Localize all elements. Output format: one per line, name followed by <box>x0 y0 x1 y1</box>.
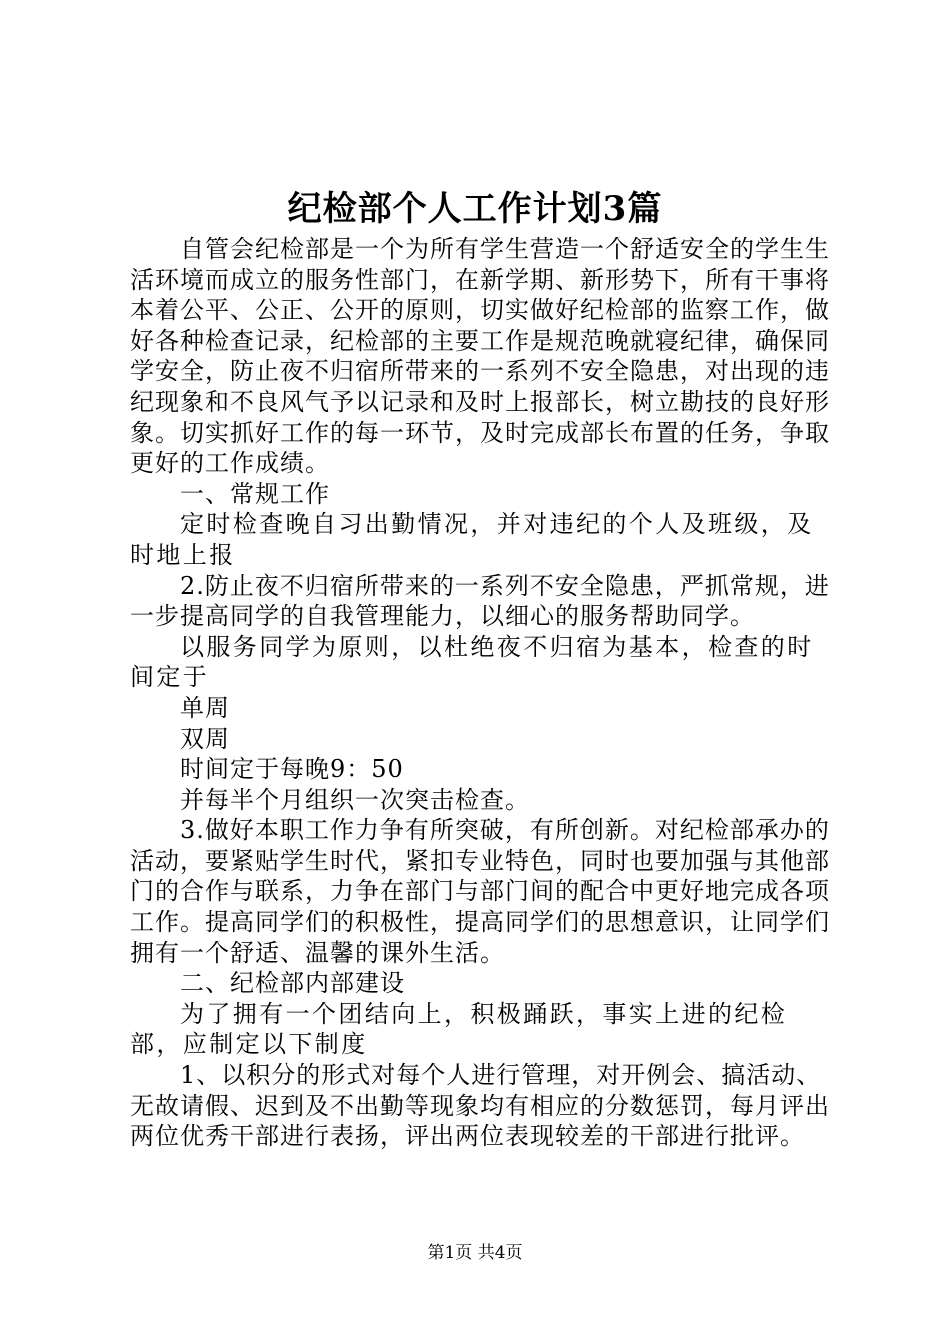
paragraph-item-3: 3.做好本职工作力争有所突破，有所创新。对纪检部承办的活动，要紧贴学生时代，紧扣专业特色，同时也要加强与其他部门的合作与联系，力争在部门与部门间的配合中更好地完成各项工作。提高同学们的积极性，提高同学们的思想意识，让同学们拥有一个舒适、温馨的课外生活。 <box>130 816 830 967</box>
paragraph-surprise-check: 并每半个月组织一次突击检查。 <box>180 785 530 814</box>
document-title: 纪检部个人工作计划3篇 <box>287 189 663 229</box>
paragraph-single-week: 单周 <box>180 693 230 722</box>
paragraph-check-schedule: 以服务同学为原则，以杜绝夜不归宿为基本，检查的时间定于 <box>130 632 814 692</box>
intro-paragraph: 自管会纪检部是一个为所有学生营造一个舒适安全的学生生活环境而成立的服务性部门，在新学期、新形势下，所有干事将本着公平、公正、公开的原则，切实做好纪检部的监察工作，做好各种检查记录，纪检部的主要工作是规范晚就寝纪律，确保同学安全，防止夜不归宿所带来的一系列不安全隐患，对出现的违纪现象和不良风气予以记录和及时上报部长，树立勘技的良好形象。切实抓好工作的每一环节，及时完成部长布置的任务，争取更好的工作成绩。 <box>130 235 830 478</box>
paragraph-check-time: 时间定于每晚9：50 <box>180 755 404 784</box>
paragraph-double-week: 双周 <box>180 724 230 753</box>
paragraph-attendance-check: 定时检查晚自习出勤情况，并对违纪的个人及班级，及时地上报 <box>130 510 814 569</box>
page-number-footer: 第1页 共4页 <box>427 1243 523 1263</box>
section-heading-internal-construction: 二、纪检部内部建设 <box>180 969 405 998</box>
section-heading-routine-work: 一、常规工作 <box>180 479 330 508</box>
document-body <box>130 234 836 1152</box>
paragraph-item-2: 2.防止夜不归宿所带来的一系列不安全隐患，严抓常规，进一步提高同学的自我管理能力，以细心的服务帮助同学。 <box>130 571 830 631</box>
paragraph-rule-1: 1、以积分的形式对每个人进行管理，对开例会、搞活动、无故请假、迟到及不出勤等现象均有相应的分数惩罚，每月评出两位优秀干部进行表扬，评出两位表现较差的干部进行批评。 <box>130 1061 830 1151</box>
paragraph-rules-intro: 为了拥有一个团结向上，积极踊跃，事实上进的纪检部，应制定以下制度 <box>130 999 788 1059</box>
